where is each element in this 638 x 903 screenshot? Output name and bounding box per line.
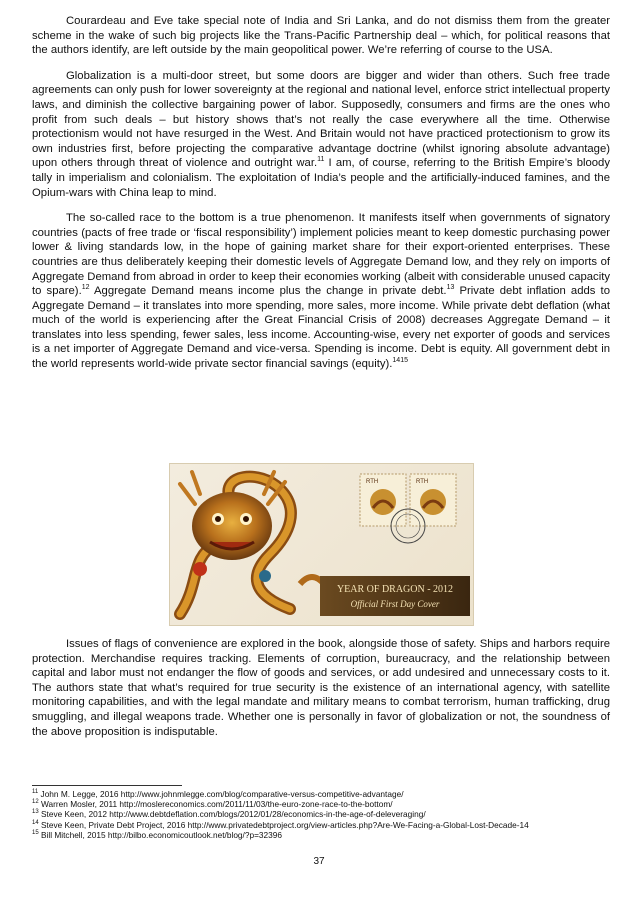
footnote-14: [32, 820, 612, 830]
paragraph-2: [32, 69, 610, 200]
footnote-15: [32, 830, 612, 840]
footnote-ref-12[interactable]: 12: [81, 284, 90, 292]
banner-subtitle: Official First Day Cover: [350, 599, 440, 609]
first-day-cover-illustration: [170, 464, 473, 625]
footnote-ref-11[interactable]: 11: [317, 156, 325, 164]
stamp-label-left: RTH: [366, 479, 379, 485]
banner-title: YEAR OF DRAGON - 2012: [336, 584, 454, 595]
paragraph-3-text-b: Aggregate Demand means income plus the change in private debt.: [94, 285, 447, 298]
paragraph-3: [32, 211, 610, 372]
footnote-number: 11: [32, 789, 39, 796]
footnote-link[interactable]: John M. Legge, 2016 http://www.johnmlegge.com/blog/comparative-versus-competitive-advantage/: [40, 789, 404, 799]
paragraph-2-text-a: Globalization is a multi-door street, but some doors are bigger and wider than others. Such free trade agreements can only push for lower sovereignty at the regional and national level, enforce strict intellectual property laws, and diminish the collective bargaining power of labor. Supposedly, consumers and firms are the ones who profit from such deals – but history shows that’s not really the case everywhere all the time. Otherwise protectionism would not have resurged in the West. And Britain would not have practiced protectionism to grow its own industries first, before projecting the comparative advantage doctrine (whilst ignoring absolute advantage) upon others through threat of violence and outright war.: [32, 69, 610, 170]
paragraph-4: Issues of flags of convenience are explored in the book, alongside those of safety. Ships and harbors require protection. Merchandise requires tracking. Elements of corruption, bureaucracy, and the relationship between capital and labor must not endanger the flow of goods and services, or add undesired and unnecessary costs to it. The authors state that what’s required for true security is the existence of an international agency, with satellite monitoring capabilities, and with the legal mandate and military means to combat terrorism, human trafficking, drug smuggling, and illegal weapons trade. Whether one is personally in favor of globalization or not, the soundness of the above proposition is indisputable.: [32, 638, 610, 738]
footnote-number: 15: [32, 830, 39, 837]
lower-body-text: [32, 637, 610, 750]
footnote-ref-14-15[interactable]: 1415: [392, 357, 408, 365]
paragraph-3-text-a: The so-called race to the bottom is a true phenomenon. It manifests itself when governments of signatory countries (pacts of free trade or ‘fiscal responsibility’) implement policies meant to keep domestic purchasing power lower & living standards low, in the hope of gaining market share for their export-oriented enterprises. These countries are thus deliberately keeping their domestic levels of Aggregate Demand low, and they rely on imports of Aggregate Demand from abroad in order to keep their economies working (albeit with considerable unused capacity to spare).: [32, 212, 610, 298]
stamp-label-right: RTH: [416, 479, 429, 485]
footnote-number: 14: [32, 819, 39, 826]
footnote-link[interactable]: Steve Keen, Private Debt Project, 2016 http://www.privatedebtproject.org/view-articles.php?Are-We-Facing-a-Global-Lost-Decade-14: [41, 819, 529, 830]
footnote-link[interactable]: Steve Keen, 2012 http://www.debtdeflation.com/blogs/2012/01/28/economics-in-the-age-of-deleveraging/: [41, 809, 426, 820]
footnote-link[interactable]: Bill Mitchell, 2015 http://bilbo.economicoutlook.net/blog/?p=32396: [41, 829, 282, 840]
footnote-number: 13: [32, 809, 39, 816]
upper-body-text: [32, 14, 610, 383]
footnote-12: [32, 799, 612, 809]
footnote-number: 12: [32, 799, 39, 806]
stamp-block: [360, 474, 456, 543]
footnote-ref-13[interactable]: 13: [446, 284, 455, 292]
footnote-separator: [32, 785, 182, 786]
footnote-link[interactable]: Warren Mosler, 2011 http://moslereconomics.com/2011/11/03/the-euro-zone-race-to-the-bottom/: [41, 799, 393, 810]
footnote-11: [32, 789, 612, 799]
footnotes: [32, 789, 612, 840]
paragraph-3-text-c: Private debt inflation adds to Aggregate Demand – it translates into more spending, more sales, more income. While private debt deflation (what much of the world is experiencing after the Great Financial Crisis of 2008) decreases Aggregate Demand – it translates into less spending, fewer sales, less income. Accounting-wise, every net exporter of goods and services is a net importer of Aggregate Demand and vice-versa. Spending is income. Debt is equity. All government debt in the world represents world-wide private sector financial savings (equity).: [32, 285, 610, 371]
paragraph-2-text-b: I am, of course, referring to the British Empire’s bloody tally in imperialism and colonialism. The exploitation of India’s people and the artificially-induced famines, and the Opium-wars with China leap to mind.: [32, 157, 610, 199]
cover-banner: [320, 576, 470, 616]
page-number: 37: [313, 856, 325, 867]
dragon-first-day-cover-image: [169, 463, 474, 626]
footnote-13: [32, 809, 612, 819]
paragraph-1: Courardeau and Eve take special note of India and Sri Lanka, and do not dismiss them from the greater scheme in the wake of such big projects like the Trans-Pacific Partnership deal – which, for political reasons that the authors identify, are left outside by the main geopolitical power. We’re referring of course to the USA.: [32, 15, 610, 57]
